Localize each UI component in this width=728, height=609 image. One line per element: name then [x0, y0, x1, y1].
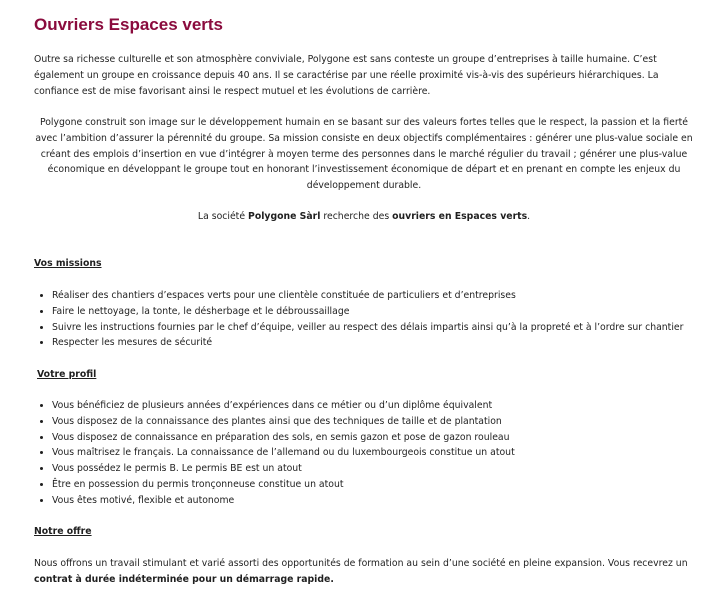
intro-paragraph-2: Polygone construit son image sur le développement humain en se basant sur des valeurs fortes telles que le respect, la passion et la fierté avec l’ambition d’assurer la pérennité du groupe. Sa mission consiste en deux objectifs complémentaires : générer une plus-value sociale en créant des emplois d’insertion en vue d’intégrer à moyen terme des personnes dans le marché régulier du travail ; générer une plus-value économique en développant le groupe tout en honorant l’investissement économique de départ et en prenant en compte les enjeux du développement durable.	[35, 117, 693, 192]
recruitment-line	[34, 209, 694, 225]
profile-list	[34, 398, 712, 509]
recruit-suffix: .	[527, 211, 531, 222]
list-item: • Suivre les instructions fournies par le chef d’équipe, veiller au respect des délais impartis ainsi qu’à la propreté et à l’ordre sur chantier	[52, 320, 712, 336]
page-title: Ouvriers Espaces verts	[34, 15, 224, 34]
recruit-prefix: La société	[197, 211, 248, 222]
list-item: • Vous maîtrisez le français. La connaissance de l’allemand ou du luxembourgeois constitue un atout	[52, 445, 712, 461]
offer-paragraph	[34, 556, 694, 588]
intro-paragraph-1: Outre sa richesse culturelle et son atmosphère conviviale, Polygone est sans conteste un groupe d’entreprises à taille humaine. C’est également un groupe en croissance depuis 40 ans. Il se caractérise par une réelle proximité vis-à-vis des supérieurs hiérarchiques. La confiance est de mise favorisant ainsi le respect mutuel et les évolutions de carrière.	[34, 54, 659, 97]
role-name: ouvriers en Espaces verts	[392, 211, 528, 222]
missions-list	[34, 288, 712, 351]
recruit-middle: recherche des	[320, 211, 393, 222]
list-item: • Réaliser des chantiers d’espaces verts pour une clientèle constituée de particuliers et d’entreprises	[52, 288, 712, 304]
offer-heading: Notre offre	[34, 526, 92, 537]
offer-text: Nous offrons un travail stimulant et varié assorti des opportunités de formation au sein d’une société en pleine expansion. Vous recevrez un	[34, 558, 688, 569]
list-item: • Vous disposez de connaissance en préparation des sols, en semis gazon et pose de gazon rouleau	[52, 430, 712, 446]
list-item: • Vous disposez de la connaissance des plantes ainsi que des techniques de taille et de plantation	[52, 414, 712, 430]
missions-heading: Vos missions	[34, 258, 102, 269]
list-item: • Être en possession du permis tronçonneuse constitue un atout	[52, 477, 712, 493]
list-item: • Vous possédez le permis B. Le permis BE est un atout	[52, 461, 712, 477]
list-item: • Respecter les mesures de sécurité	[52, 335, 712, 351]
offer-contract: contrat à durée indéterminée pour un démarrage rapide.	[34, 573, 334, 585]
list-item: • Vous êtes motivé, flexible et autonome	[52, 493, 712, 509]
company-name: Polygone Sàrl	[248, 211, 321, 222]
list-item: • Vous bénéficiez de plusieurs années d’expériences dans ce métier ou d’un diplôme équivalent	[52, 398, 712, 414]
list-item: • Faire le nettoyage, la tonte, le désherbage et le débroussaillage	[52, 304, 712, 320]
profile-heading: Votre profil	[37, 369, 97, 380]
